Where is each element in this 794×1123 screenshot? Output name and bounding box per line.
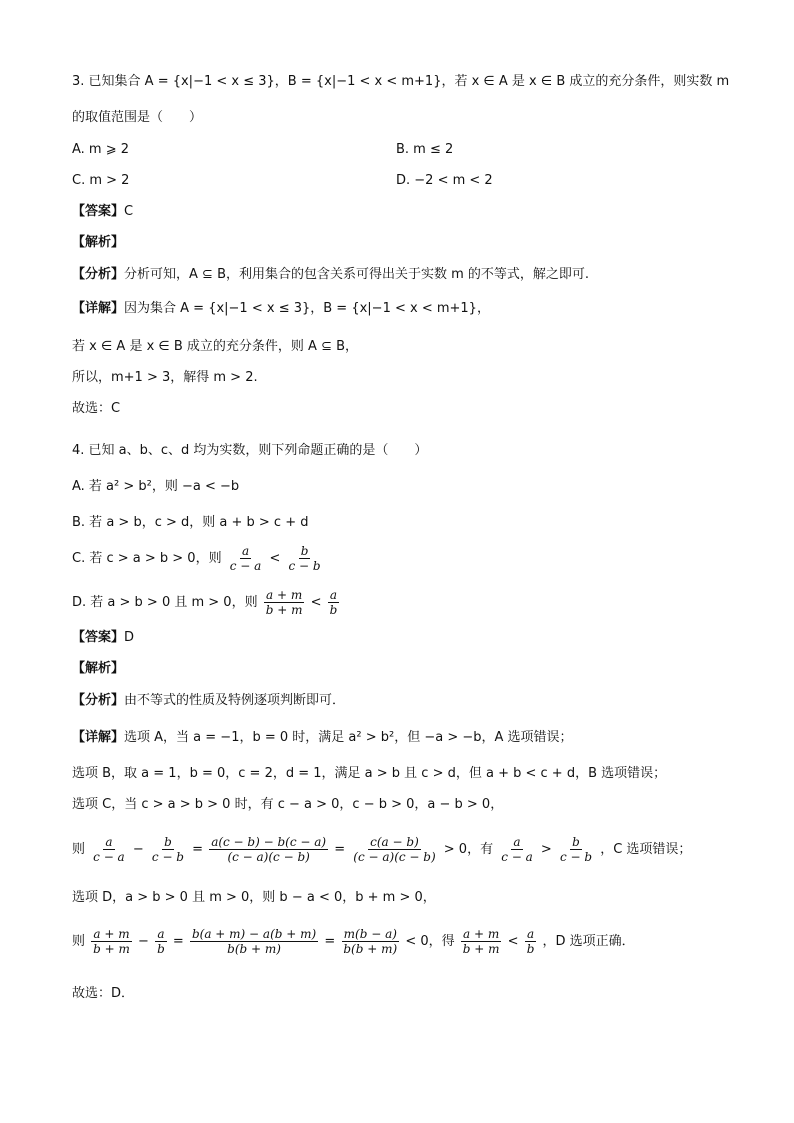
minus-sign: − <box>138 934 149 949</box>
q4-answer <box>72 628 134 648</box>
detail-tag: 【详解】 <box>72 301 125 316</box>
less-than: < <box>507 934 519 949</box>
analysis-tag: 【解析】 <box>72 235 125 250</box>
fraction <box>351 835 437 864</box>
detail-text: 因为集合 A = {x|−1 < x ≤ 3}，B = {x|−1 < x < m+1}， <box>124 301 490 316</box>
fraction <box>264 588 305 617</box>
denominator: b + m <box>462 942 500 956</box>
q4-choose: 故选：D． <box>72 986 135 1001</box>
detail-text: 选项 A，当 a = −1，b = 0 时，满足 a² > b²，但 −a > −b，A 选项错误； <box>124 730 573 745</box>
equation-prefix: 则 <box>72 934 86 949</box>
equation-text: ，C 选项错误； <box>600 842 692 857</box>
fraction <box>341 927 399 956</box>
equation-text: < 0，得 <box>405 934 455 949</box>
denominator: b <box>526 942 535 956</box>
denominator: c − a <box>501 850 533 864</box>
q4-option-b: B. 若 a > b，c > d，则 a + b > c + d <box>72 515 309 530</box>
q3-detail-line1 <box>72 299 490 319</box>
q4-option-c <box>72 542 325 576</box>
numerator: a <box>329 588 338 602</box>
analysis-tag: 【解析】 <box>72 661 125 676</box>
answer-tag: 【答案】 <box>72 630 125 645</box>
q4-fenxi <box>72 691 345 711</box>
equation-text: ，D 选项正确． <box>542 934 635 949</box>
q3-answer <box>72 202 133 222</box>
fenxi-text: 分析可知，A ⊆ B，利用集合的包含关系可得出关于实数 m 的不等式，解之即可. <box>124 267 590 282</box>
q4-analysis-heading <box>72 659 124 679</box>
q3-stem-line1: 3. 已知集合 A = {x|−1 < x ≤ 3}，B = {x|−1 < x < m+1}，若 x ∈ A 是 x ∈ B 成立的充分条件，则实数 m <box>72 74 730 89</box>
q3-stem-line2: 的取值范围是（ ） <box>72 110 203 125</box>
denominator: c − b <box>288 559 321 573</box>
option-d-prefix: D. 若 a > b > 0 且 m > 0，则 <box>72 595 258 610</box>
fraction <box>209 835 328 864</box>
less-than: < <box>269 551 281 566</box>
numerator: m(b − a) <box>343 927 397 941</box>
answer-tag: 【答案】 <box>72 204 125 219</box>
q3-option-c: C. m > 2 <box>72 173 130 188</box>
greater-than: > <box>540 842 552 857</box>
q3-fenxi <box>72 265 589 285</box>
fenxi-tag: 【分析】 <box>72 693 125 708</box>
denominator: b <box>157 942 165 956</box>
equation-prefix: 则 <box>72 842 86 857</box>
minus-sign: − <box>132 842 144 857</box>
answer-value: C <box>124 204 134 219</box>
fraction <box>150 835 186 864</box>
denominator: (c − a)(c − b) <box>353 850 436 864</box>
equation-text: > 0，有 <box>443 842 494 857</box>
denominator: c − b <box>151 850 184 864</box>
numerator: a + m <box>93 927 130 941</box>
q3-detail-line3: 所以，m+1 > 3，解得 m > 2. <box>72 370 258 385</box>
answer-value: D <box>124 630 135 645</box>
option-c-prefix: C. 若 c > a > b > 0，则 <box>72 551 222 566</box>
denominator: b <box>329 603 338 617</box>
q3-detail-line2: 若 x ∈ A 是 x ∈ B 成立的充分条件，则 A ⊆ B， <box>72 339 359 354</box>
equals-sign: = <box>192 842 204 857</box>
q4-option-d <box>72 586 341 620</box>
numerator: a + m <box>463 927 500 941</box>
fraction <box>499 835 535 864</box>
denominator: (c − a)(c − b) <box>227 850 310 864</box>
fraction <box>286 544 322 573</box>
numerator: c(a − b) <box>370 835 419 849</box>
denominator: b + m <box>265 603 303 617</box>
fraction <box>461 927 502 956</box>
numerator: b <box>572 835 580 849</box>
numerator: a <box>105 835 113 849</box>
q4-detail-d: 选项 D，a > b > 0 且 m > 0，则 b − a < 0，b + m > 0， <box>72 890 436 905</box>
numerator: a <box>526 927 535 941</box>
less-than: < <box>310 595 322 610</box>
fraction <box>558 835 594 864</box>
q3-option-b: B. m ≤ 2 <box>396 142 454 157</box>
numerator: b <box>164 835 172 849</box>
fenxi-tag: 【分析】 <box>72 267 125 282</box>
fraction <box>91 835 127 864</box>
denominator: b(b + m) <box>343 942 398 956</box>
fraction <box>155 927 167 956</box>
numerator: a + m <box>265 588 303 602</box>
q3-analysis-heading <box>72 233 124 253</box>
denominator: b + m <box>93 942 130 956</box>
numerator: b(a + m) − a(b + m) <box>191 927 317 941</box>
fraction <box>525 927 537 956</box>
q4-stem: 4. 已知 a、b、c、d 均为实数，则下列命题正确的是（ ） <box>72 443 428 458</box>
denominator: c − a <box>93 850 125 864</box>
q4-detail-a <box>72 728 573 748</box>
fenxi-text: 由不等式的性质及特例逐项判断即可． <box>124 693 346 708</box>
equals-sign: = <box>172 934 184 949</box>
fraction <box>328 588 340 617</box>
equals-sign: = <box>324 934 336 949</box>
denominator: c − a <box>229 559 262 573</box>
q4-option-a: A. 若 a² > b²，则 −a < −b <box>72 479 240 494</box>
numerator: b <box>300 544 309 558</box>
q3-option-a: A. m ⩾ 2 <box>72 142 130 157</box>
fraction <box>91 927 132 956</box>
fraction <box>228 544 264 573</box>
denominator: b(b + m) <box>227 942 281 956</box>
q4-detail-d-equation <box>72 922 635 962</box>
q3-option-d: D. −2 < m < 2 <box>396 173 493 188</box>
detail-tag: 【详解】 <box>72 730 125 745</box>
q3-choose: 故选：C <box>72 401 121 416</box>
q4-detail-c: 选项 C，当 c > a > b > 0 时，有 c − a > 0，c − b > 0，a − b > 0， <box>72 797 504 812</box>
numerator: a(c − b) − b(c − a) <box>211 835 327 849</box>
numerator: a <box>157 927 165 941</box>
denominator: c − b <box>559 850 593 864</box>
numerator: a <box>513 835 521 849</box>
q4-detail-c-equation <box>72 832 691 868</box>
numerator: a <box>241 544 250 558</box>
q4-detail-b: 选项 B，取 a = 1，b = 0，c = 2，d = 1，满足 a > b 且 c > d，但 a + b < c + d，B 选项错误； <box>72 766 667 781</box>
equals-sign: = <box>334 842 346 857</box>
fraction <box>190 927 318 956</box>
